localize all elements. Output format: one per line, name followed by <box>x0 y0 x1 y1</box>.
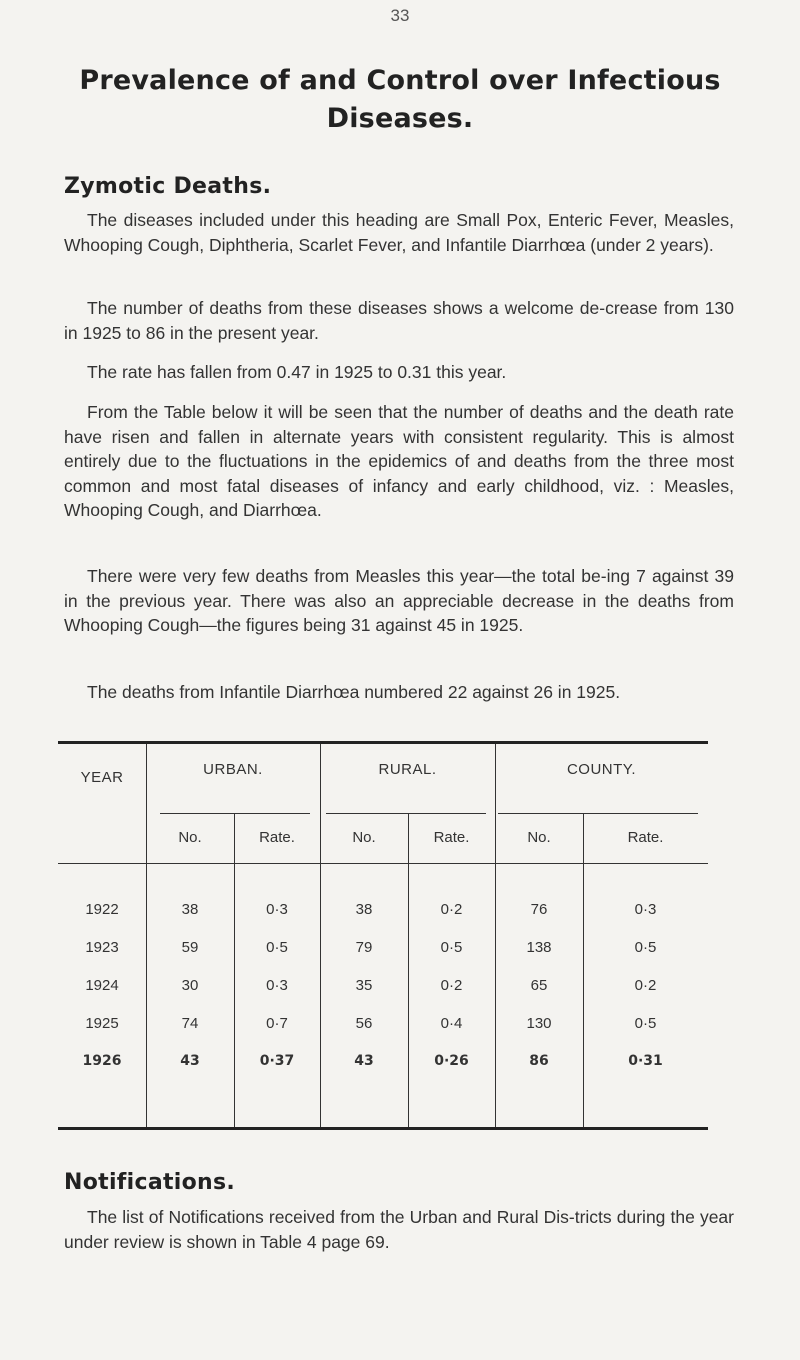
rural-rate-header: Rate. <box>433 829 470 846</box>
county-rate-cell: 0·3 <box>634 901 657 918</box>
table-header-rule <box>58 863 708 864</box>
table-group-rule <box>160 813 310 814</box>
rural-no-cell: 38 <box>355 901 373 918</box>
urban-rate-cell: 0·37 <box>259 1053 295 1069</box>
year-cell: 1926 <box>82 1053 122 1069</box>
year-cell: 1925 <box>85 1015 119 1032</box>
county-rate-header: Rate. <box>627 829 664 846</box>
page-title: Prevalence of and Control over Infectious Diseases. <box>79 65 721 134</box>
rural-header: RURAL. <box>378 761 437 778</box>
urban-rate-cell: 0·5 <box>266 939 288 956</box>
table-divider <box>320 744 321 1127</box>
county-rate-cell: 0·5 <box>634 1015 657 1032</box>
paragraph-infantile-diarrhoea: The deaths from Infantile Diarrhœa numbered 22 against 26 in 1925. <box>87 682 621 702</box>
county-no-cell: 86 <box>529 1053 549 1069</box>
county-no-cell: 130 <box>526 1015 552 1032</box>
rural-rate-cell: 0·26 <box>434 1053 469 1069</box>
rural-rate-cell: 0·2 <box>440 977 463 994</box>
rural-rate-cell: 0·5 <box>440 939 463 956</box>
county-rate-cell: 0·31 <box>628 1053 663 1069</box>
county-no-cell: 65 <box>530 977 548 994</box>
paragraph-notifications: The list of Notifications received from the Urban and Rural Dis-tricts during the year under review is shown in Table 4 page 69. <box>64 1207 734 1252</box>
urban-no-cell: 59 <box>181 939 199 956</box>
year-header: YEAR <box>80 769 124 786</box>
table-bottom-rule <box>58 1127 708 1130</box>
table-divider <box>495 744 496 1127</box>
county-header: COUNTY. <box>566 761 637 778</box>
county-rate-cell: 0·5 <box>634 939 657 956</box>
rural-no-cell: 35 <box>355 977 373 994</box>
rural-no-cell: 56 <box>355 1015 373 1032</box>
urban-no-cell: 30 <box>181 977 199 994</box>
urban-rate-cell: 0·7 <box>266 1015 288 1032</box>
urban-no-header: No. <box>178 829 202 846</box>
paragraph-death-decrease: The number of deaths from these diseases shows a welcome de-crease from 130 in 1925 to 86 in the present year. <box>64 298 734 343</box>
rural-rate-cell: 0·4 <box>440 1015 463 1032</box>
year-cell: 1924 <box>85 977 119 994</box>
county-rate-cell: 0·2 <box>634 977 657 994</box>
urban-no-cell: 43 <box>180 1053 200 1069</box>
table-divider <box>146 744 147 1127</box>
table-group-rule <box>326 813 486 814</box>
table-group-rule <box>498 813 698 814</box>
rural-no-header: No. <box>352 829 376 846</box>
zymotic-deaths-heading: Zymotic Deaths. <box>64 174 272 199</box>
rural-no-cell: 79 <box>355 939 373 956</box>
paragraph-diseases-list: The diseases included under this heading are Small Pox, Enteric Fever, Measles, Whooping Cough, Diphtheria, Scarlet Fever, and Infantile Diarrhœa (under 2 years). <box>64 210 734 255</box>
paragraph-rate-fallen: The rate has fallen from 0.47 in 1925 to 0.31 this year. <box>87 362 507 382</box>
paragraph-alternate-years: From the Table below it will be seen that the number of deaths and the death rate have risen and fallen in alternate years with consistent regularity. This is almost entirely due to the fluctuations in the epidemics of and deaths from the three most common and most fatal diseases of infancy and early childhood, viz. : Measles, Whooping Cough, and Diarrhœa. <box>64 402 734 520</box>
page-number: 33 <box>390 6 410 25</box>
paragraph-measles-whooping: There were very few deaths from Measles this year—the total be-ing 7 against 39 in the previous year. There was also an appreciable decrease in the deaths from Whooping Cough—the figures being 31 against 45 in 1925. <box>64 566 734 635</box>
table-divider <box>583 813 584 1127</box>
urban-rate-cell: 0·3 <box>266 977 288 994</box>
urban-no-cell: 74 <box>181 1015 199 1032</box>
year-cell: 1922 <box>85 901 119 918</box>
urban-no-cell: 38 <box>181 901 199 918</box>
year-cell: 1923 <box>85 939 119 956</box>
rural-rate-cell: 0·2 <box>440 901 463 918</box>
county-no-header: No. <box>527 829 551 846</box>
county-no-cell: 138 <box>526 939 552 956</box>
table-top-rule <box>58 741 708 744</box>
rural-no-cell: 43 <box>354 1053 374 1069</box>
urban-header: URBAN. <box>203 761 263 778</box>
urban-rate-header: Rate. <box>259 829 295 846</box>
notifications-heading: Notifications. <box>64 1170 236 1195</box>
table-divider <box>408 813 409 1127</box>
urban-rate-cell: 0·3 <box>266 901 288 918</box>
county-no-cell: 76 <box>530 901 548 918</box>
deaths-table <box>58 741 708 1131</box>
table-divider <box>234 813 235 1127</box>
